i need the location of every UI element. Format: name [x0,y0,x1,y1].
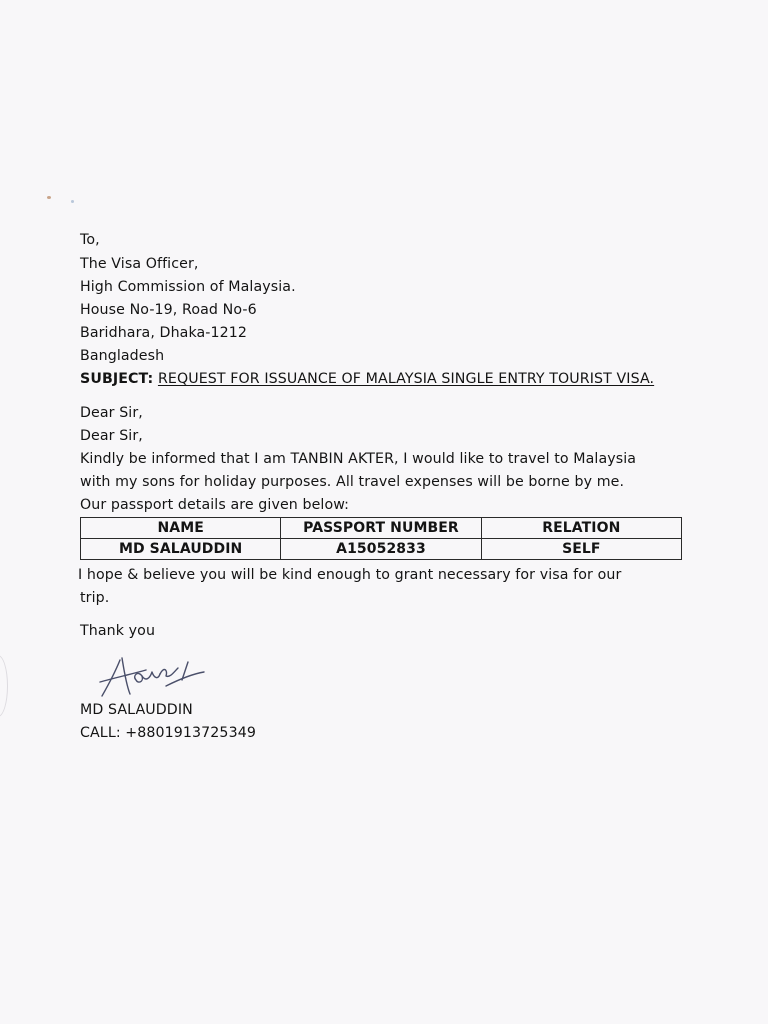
address-organization: High Commission of Malaysia. [80,279,296,295]
greeting-line-1: Dear Sir, [80,405,143,421]
address-city: Baridhara, Dhaka-1212 [80,325,248,341]
subject-text: REQUEST FOR ISSUANCE OF MALAYSIA SINGLE ENTRY TOURIST VISA. [157,371,655,387]
closing-line-1: I hope & believe you will be kind enough to grant necessary for visa for our [78,567,622,583]
cell-passport-number: A15052833 [281,539,481,560]
address-country: Bangladesh [80,348,165,364]
scan-edge-mark [0,655,8,717]
body-paragraph-line-2: with my sons for holiday purposes. All travel expenses will be borne by me. [80,474,625,490]
body-paragraph-line-1: Kindly be informed that I am TANBIN AKTER, I would like to travel to Malaysia [80,451,637,467]
subject-line [80,369,654,389]
thank-you: Thank you [80,623,156,639]
address-street: House No-19, Road No-6 [80,302,257,318]
passport-details-table [80,517,682,560]
table-header-row [81,518,682,539]
table-row [81,539,682,560]
closing-line-2: trip. [80,590,110,606]
cell-relation: SELF [481,539,681,560]
paper-speck [47,196,51,199]
header-passport-number: PASSPORT NUMBER [281,518,481,539]
cell-name: MD SALAUDDIN [81,539,281,560]
handwritten-signature [96,652,208,702]
address-recipient: The Visa Officer, [80,256,199,272]
paper-speck [71,200,74,203]
address-to: To, [80,232,100,248]
subject-label: SUBJECT: [80,371,154,387]
greeting-line-2: Dear Sir, [80,428,143,444]
body-paragraph-line-3: Our passport details are given below: [80,497,350,513]
header-relation: RELATION [481,518,681,539]
header-name: NAME [81,518,281,539]
sender-phone: CALL: +8801913725349 [80,725,256,741]
sender-name: MD SALAUDDIN [80,702,193,718]
